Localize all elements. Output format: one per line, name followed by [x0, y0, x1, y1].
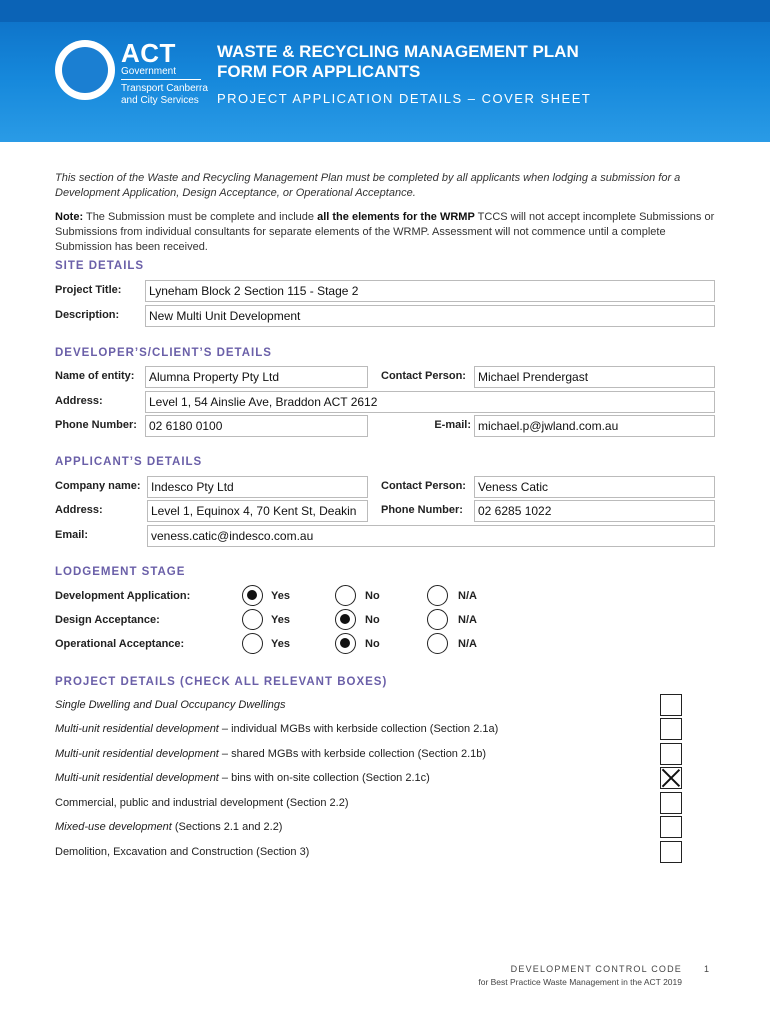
lodgement-row-label: Design Acceptance:: [55, 614, 160, 626]
company-label: Company name:: [55, 480, 141, 492]
na-label: N/A: [458, 614, 477, 626]
company-field[interactable]: Indesco Pty Ltd: [147, 476, 368, 498]
logo-act-text: ACT: [121, 38, 176, 68]
dev-contact-label: Contact Person:: [381, 370, 466, 382]
lodgement-row-label: Operational Acceptance:: [55, 638, 185, 650]
site-details-heading: SITE DETAILS: [55, 260, 145, 272]
note-text-b: TCCS will not accept incomplete Submissions or Submissions from individual consultants for separate elements of the WRMP. Assessment will not commence until a complete Submission has been received.: [55, 211, 715, 253]
developer-details-heading: DEVELOPER’S/CLIENT’S DETAILS: [55, 347, 272, 359]
dev-address-field[interactable]: Level 1, 54 Ainslie Ave, Braddon ACT 2612: [145, 391, 715, 413]
project-type-item: Multi-unit residential development – bins with on-site collection (Section 2.1c): [55, 772, 430, 784]
footer-code-title: DEVELOPMENT CONTROL CODE: [510, 964, 682, 974]
yes-label: Yes: [271, 590, 290, 602]
operational-no-radio[interactable]: [335, 633, 356, 654]
intro-text: This section of the Waste and Recycling Management Plan must be completed by all applicants when lodging a submission for a Development Application, Design Acceptance, or Operational Acceptance.: [55, 172, 681, 199]
project-type-checkbox[interactable]: [660, 841, 682, 863]
dev-app-yes-radio[interactable]: [242, 585, 263, 606]
note-text-a: The Submission must be complete and include: [85, 211, 315, 223]
banner-stripe: [0, 0, 770, 22]
project-type-item: Demolition, Excavation and Construction (Section 3): [55, 846, 310, 858]
lodgement-stage-heading: LODGEMENT STAGE: [55, 566, 186, 578]
no-label: No: [365, 638, 380, 650]
na-label: N/A: [458, 638, 477, 650]
title-line-2: FORM FOR APPLICANTS: [217, 62, 421, 81]
project-type-checkbox[interactable]: [660, 816, 682, 838]
dev-phone-label: Phone Number:: [55, 419, 137, 431]
footer-code-subtitle: for Best Practice Waste Management in the ACT 2019: [478, 977, 682, 987]
applicant-details-heading: APPLICANT’S DETAILS: [55, 456, 203, 468]
description-field[interactable]: New Multi Unit Development: [145, 305, 715, 327]
dev-app-no-radio[interactable]: [335, 585, 356, 606]
app-contact-field[interactable]: Veness Catic: [474, 476, 715, 498]
project-type-checkbox[interactable]: [660, 743, 682, 765]
dev-app-na-radio[interactable]: [427, 585, 448, 606]
lodgement-row-label: Development Application:: [55, 590, 191, 602]
app-phone-field[interactable]: 02 6285 1022: [474, 500, 715, 522]
project-title-label: Project Title:: [55, 284, 122, 296]
project-type-checkbox[interactable]: [660, 694, 682, 716]
note-text: [55, 210, 720, 255]
app-phone-label: Phone Number:: [381, 504, 463, 516]
project-type-checkbox[interactable]: [660, 718, 682, 740]
project-details-heading: PROJECT DETAILS (CHECK ALL RELEVANT BOXES): [55, 676, 388, 688]
coat-of-arms-icon: [55, 40, 115, 100]
note-label: Note:: [55, 211, 84, 223]
logo-dept-line2: and City Services: [121, 95, 199, 106]
dev-phone-field[interactable]: 02 6180 0100: [145, 415, 368, 437]
logo-divider: [121, 79, 201, 80]
yes-label: Yes: [271, 614, 290, 626]
dev-address-label: Address:: [55, 395, 103, 407]
yes-label: Yes: [271, 638, 290, 650]
design-na-radio[interactable]: [427, 609, 448, 630]
dev-email-label: E-mail:: [434, 419, 471, 431]
project-type-item: Commercial, public and industrial development (Section 2.2): [55, 797, 349, 809]
logo-dept-line1: Transport Canberra: [121, 83, 208, 94]
act-government-logo: [55, 40, 215, 110]
page-subtitle: PROJECT APPLICATION DETAILS – COVER SHEET: [217, 91, 592, 106]
dev-email-field[interactable]: michael.p@jwland.com.au: [474, 415, 715, 437]
project-type-checkbox[interactable]: [660, 792, 682, 814]
header-banner: [0, 0, 770, 142]
page-title: [217, 42, 579, 82]
app-contact-label: Contact Person:: [381, 480, 466, 492]
app-address-label: Address:: [55, 504, 103, 516]
entity-label: Name of entity:: [55, 370, 135, 382]
no-label: No: [365, 614, 380, 626]
no-label: No: [365, 590, 380, 602]
operational-na-radio[interactable]: [427, 633, 448, 654]
app-address-field[interactable]: Level 1, Equinox 4, 70 Kent St, Deakin: [147, 500, 368, 522]
project-type-item: Multi-unit residential development – shared MGBs with kerbside collection (Section 2.1b): [55, 748, 487, 760]
app-email-field[interactable]: veness.catic@indesco.com.au: [147, 525, 715, 547]
project-type-checkbox[interactable]: [660, 767, 682, 789]
project-type-item: Single Dwelling and Dual Occupancy Dwellings: [55, 699, 286, 711]
note-bold: all the elements for the WRMP: [317, 211, 475, 223]
project-type-item: Mixed-use development (Sections 2.1 and 2.2): [55, 821, 283, 833]
design-no-radio[interactable]: [335, 609, 356, 630]
dev-contact-field[interactable]: Michael Prendergast: [474, 366, 715, 388]
title-line-1: WASTE & RECYCLING MANAGEMENT PLAN: [217, 42, 579, 61]
project-type-item: Multi-unit residential development – individual MGBs with kerbside collection (Section 2.1a): [55, 723, 499, 735]
page-number: 1: [704, 964, 710, 974]
description-label: Description:: [55, 309, 120, 321]
project-title-field[interactable]: Lyneham Block 2 Section 115 - Stage 2: [145, 280, 715, 302]
design-yes-radio[interactable]: [242, 609, 263, 630]
app-email-label: Email:: [55, 529, 89, 541]
operational-yes-radio[interactable]: [242, 633, 263, 654]
entity-field[interactable]: Alumna Property Pty Ltd: [145, 366, 368, 388]
logo-government-text: Government: [121, 66, 177, 77]
na-label: N/A: [458, 590, 477, 602]
